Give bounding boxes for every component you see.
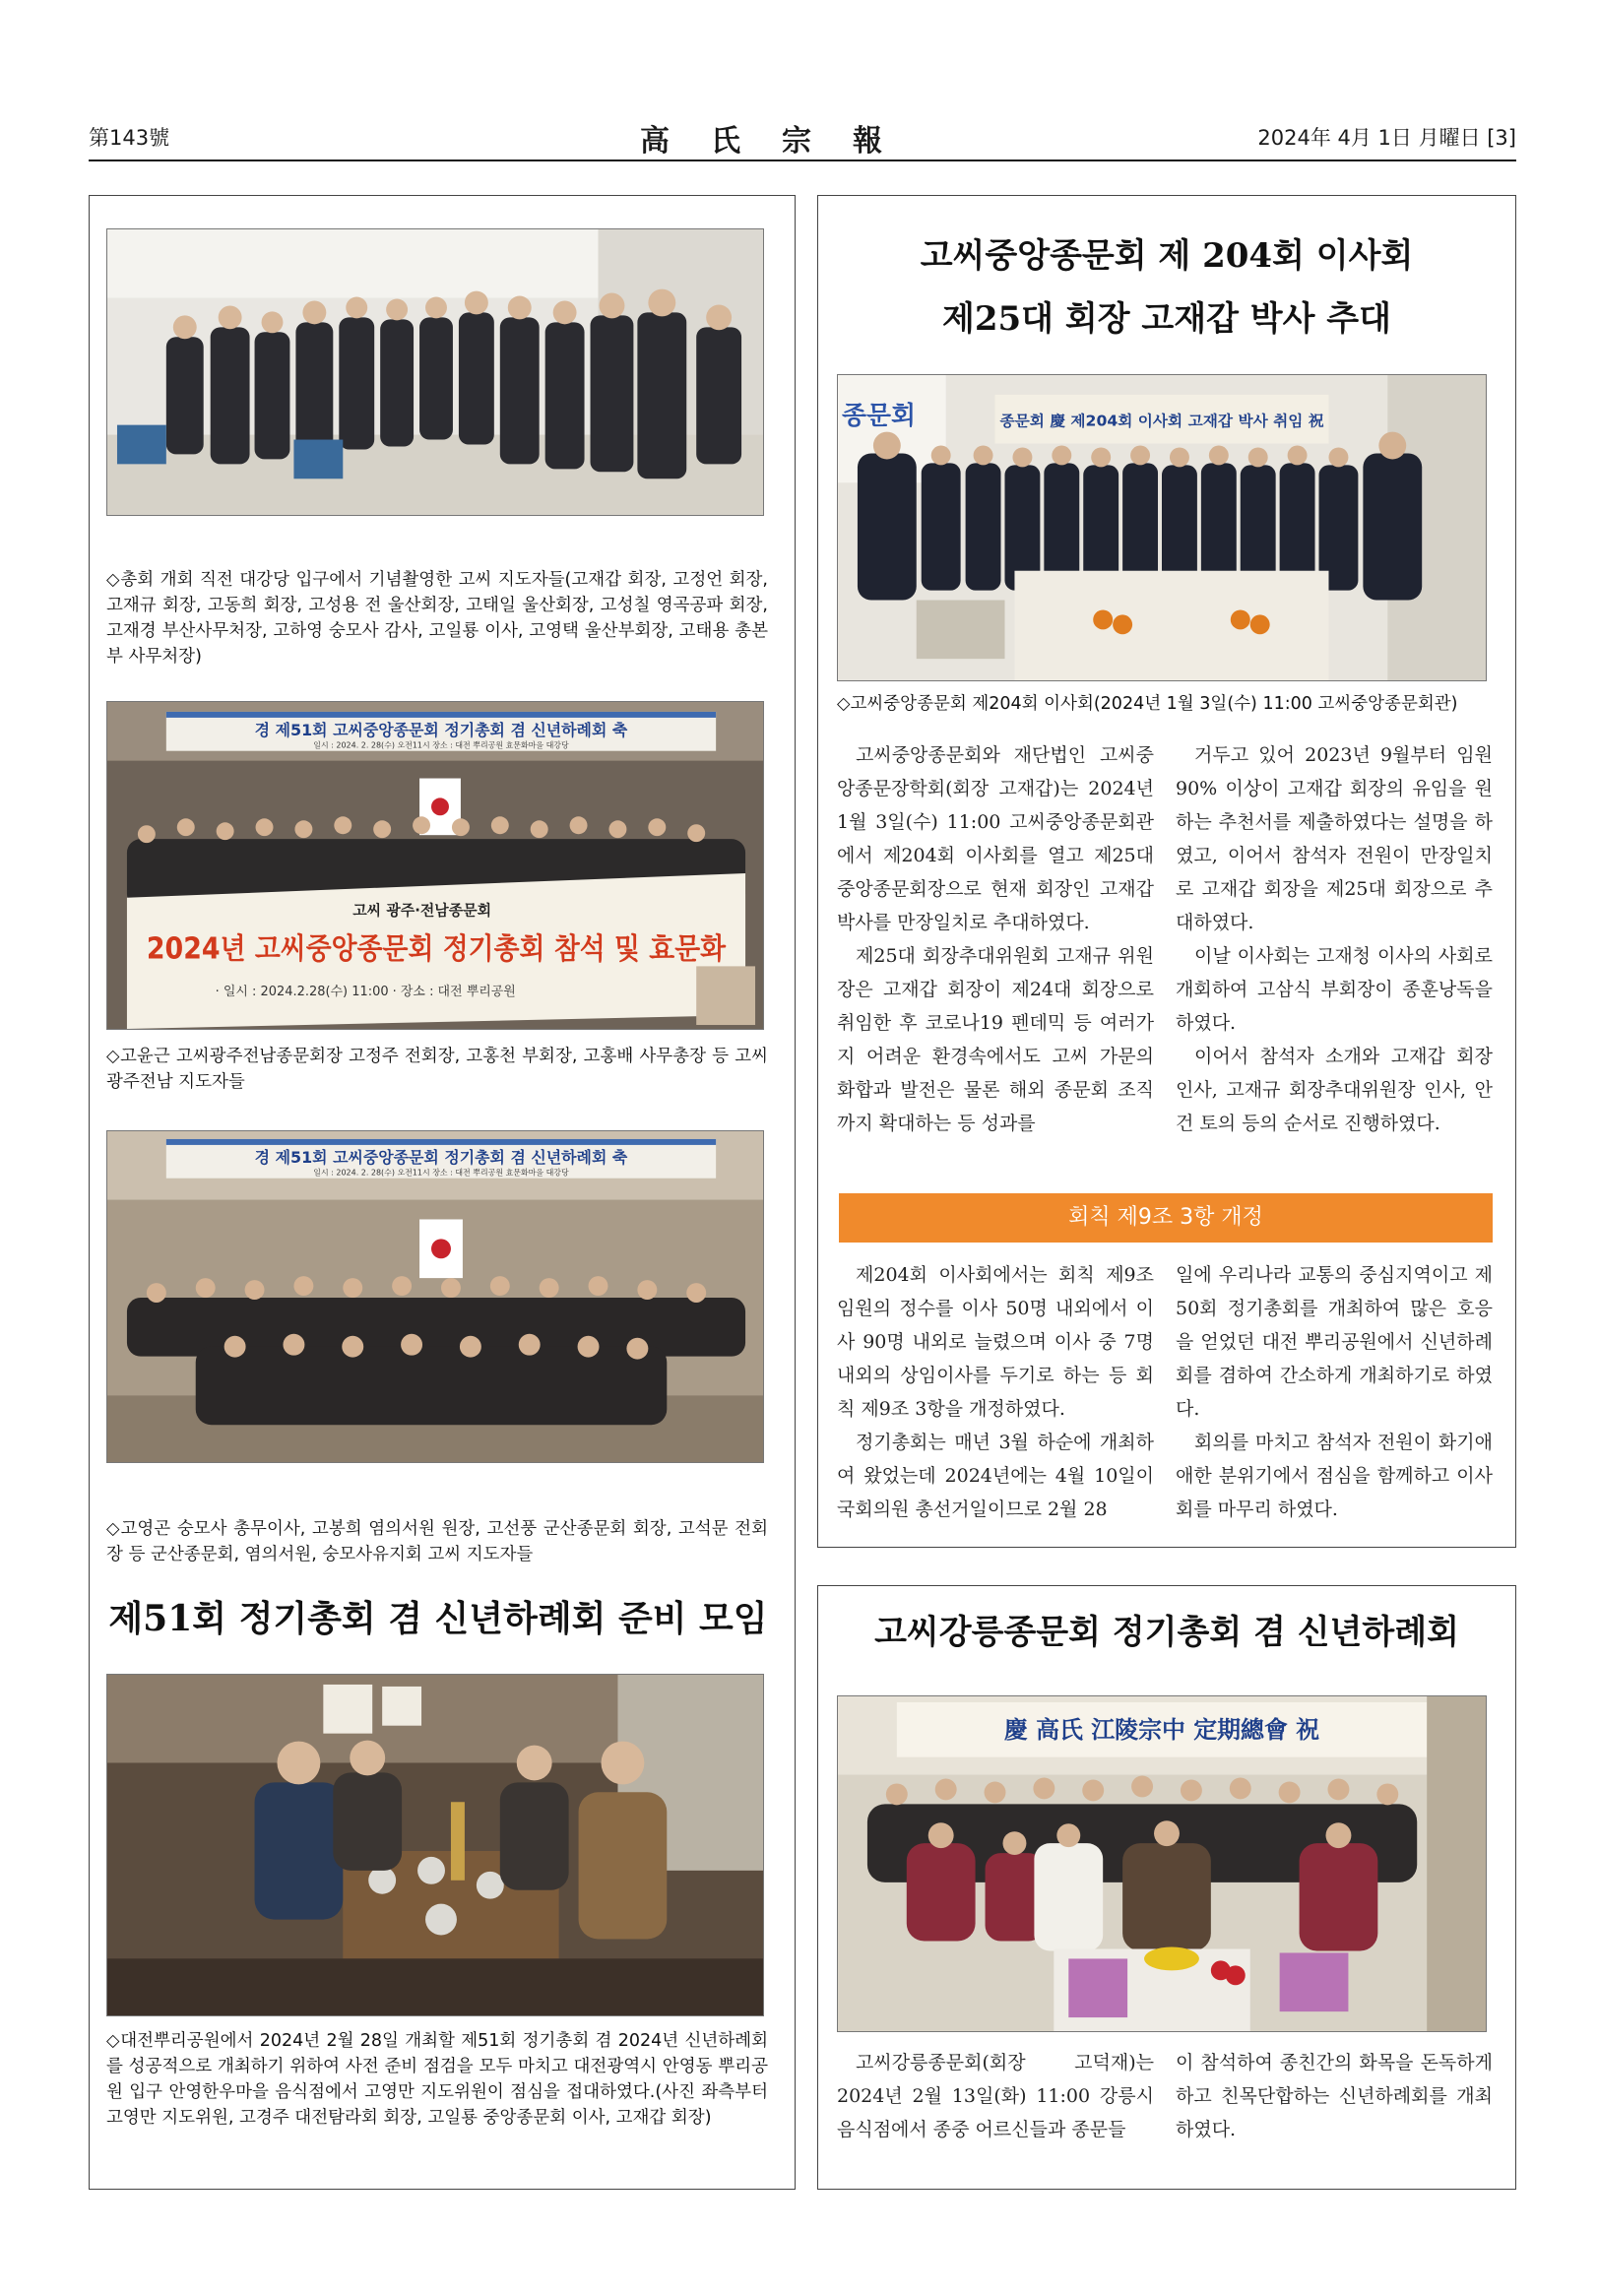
issue-number: 第143號	[89, 126, 170, 150]
article-headline: 고씨중앙종문회 제 204회 이사회 제25대 회장 고재갑 박사 추대	[920, 236, 1414, 339]
article-headline: 제51회 정기총회 겸 신년하례회 준비 모임	[108, 1598, 768, 1639]
banner-main-text: 2024년 고씨중앙종문회 정기총회 참석 및 효문화	[146, 931, 728, 967]
board-meeting-photo	[837, 374, 1487, 681]
photo-caption: ◇고씨중앙종문회 제204회 이사회(2024년 1월 3일(수) 11:00 고씨중앙종문회관)	[837, 694, 1458, 714]
banner-text: 慶 高氏 江陵宗中 定期總會 祝	[1003, 1715, 1320, 1744]
photo-caption: ◇고윤근 고씨광주전남종문회장 고정주 전회장, 고홍천 부회장, 고홍배 사무총장 등 고씨 광주전남 지도자들	[106, 1047, 768, 1092]
svg-text:일시 : 2024. 2. 28(수) 오전11시: 일시 : 2024. 2. 28(수) 오전11시 장소 : 대전 뿌리공원 효문화마을 대강당	[313, 1168, 569, 1178]
restaurant-photo	[106, 1674, 764, 2016]
header-rule	[89, 159, 1516, 161]
paper-name: 高氏宗報	[640, 124, 924, 159]
group-photo-lobby	[106, 228, 764, 516]
banner-text: 경 제51회 고씨중앙종문회 정기총회 겸 신년하례회 축	[254, 720, 628, 739]
svg-text:종문회: 종문회	[841, 401, 917, 431]
issue-date: 2024年 4月 1日 月曜日 [3]	[1257, 126, 1516, 150]
svg-text:일시 : 2024. 2. 28(수) 오전11시: 일시 : 2024. 2. 28(수) 오전11시 장소 : 대전 뿌리공원 효문화마을 대강당	[313, 740, 569, 750]
photo-caption: ◇대전뿌리공원에서 2024년 2월 28일 개최할 제51회 정기총회 겸 2024년 신년하례회를 성공적으로 개최하기 위하여 사전 준비 점검을 모두 마치고 대전광역시 안영동 뿌리공원 입구 안영한우마을 음식점에서 고영만 지도위원이 점심을 접대하였다.(사진 좌측부터 고영만 지도위원, 고경주 대전탐라회 회장, 고일룡 중앙종문회 이사, 고재갑 회장)	[106, 2031, 768, 2128]
article-column-4: 일에 우리나라 교통의 중심지역이고 제50회 정기총회를 개최하여 많은 호응을 얻었던 대전 뿌리공원에서 신년하례회를 겸하여 간소하게 개최하기로 하였다. 회의를 마치고 참석자 전원이 화기애애한 분위기에서 점심을 함께하고 이사회를 마무리 하였다.	[1176, 1264, 1493, 1520]
group-photo-gunsan	[106, 1130, 764, 1463]
article-column-1: 고씨강릉종문회(회장 고덕재)는 2024년 2월 13일(화) 11:00 강릉시 음식점에서 종중 어르신들과 종문들	[837, 2052, 1154, 2140]
article-column-1: 고씨중앙종문회와 재단법인 고씨중앙종문장학회(회장 고재갑)는 2024년 1월 3일(수) 11:00 고씨중앙종문회관에서 제204회 이사회를 열고 제25대 중앙종문회장으로 현재 회장인 고재갑 박사를 만장일치로 추대하였다. 제25대 회장추대위원회 고재규 위원장은 고재갑 회장이 제24대 회장으로 취임한 후 코로나19 펜데믹 등 여러가지 어려운 환경속에서도 고씨 가문의 화합과 발전은 물론 해외 종문회 조직까지 확대하는 등 성과를	[837, 744, 1154, 1134]
photo-caption: ◇총회 개회 직전 대강당 입구에서 기념촬영한 고씨 지도자들(고재갑 회장, 고정언 회장, 고재규 회장, 고동희 회장, 고성용 전 울산회장, 고태일 울산회장, 고성칠 영곡공파 회장, 고재경 부산사무처장, 고하영 숭모사 감사, 고일룡 이사, 고영택 울산부회장, 고태용 총본부 사무처장)	[106, 570, 768, 667]
svg-text:고씨 광주·전남종문회: 고씨 광주·전남종문회	[352, 901, 492, 920]
group-photo-gwangju	[106, 701, 764, 1030]
masthead	[89, 116, 1516, 159]
banner-text: 경 제51회 고씨중앙종문회 정기총회 겸 신년하례회 축	[254, 1147, 628, 1167]
svg-text:· 일시 : 2024.2.28(수) 11:00: · 일시 : 2024.2.28(수) 11:00 · 장소 : 대전 뿌리공원	[215, 985, 516, 1000]
article-headline: 고씨강릉종문회 정기총회 겸 신년하례회	[874, 1613, 1459, 1652]
article-column-2: 이 참석하여 종친간의 화목을 돈독하게 하고 친목단합하는 신년하례회를 개최하였다.	[1176, 2052, 1493, 2140]
banner-text: 종문회 慶 제204회 이사회 고재갑 박사 취임 祝	[998, 412, 1324, 430]
section-heading-bar: 회칙 제9조 3항 개정	[839, 1193, 1493, 1243]
photo-caption: ◇고영곤 숭모사 총무이사, 고봉희 염의서원 원장, 고선풍 군산종문회 회장, 고석문 전회장 등 군산종문회, 염의서원, 숭모사유지회 고씨 지도자들	[106, 1519, 768, 1564]
gangneung-group-photo	[837, 1695, 1487, 2032]
article-column-3: 제204회 이사회에서는 회칙 제9조 임원의 정수를 이사 50명 내외에서 이사 90명 내외로 늘렸으며 이사 중 7명 내외의 상임이사를 두기로 하는 등 회칙 제9조 3항을 개정하였다. 정기총회는 매년 3월 하순에 개최하여 왔었는데 2024년에는 4월 10일이 국회의원 총선거일이므로 2월 28	[837, 1264, 1154, 1520]
article-column-2: 거두고 있어 2023년 9월부터 임원 90% 이상이 고재갑 회장의 유임을 원하는 추천서를 제출하였다는 설명을 하였고, 이어서 참석자 전원이 만장일치로 고재갑 회장을 제25대 회장으로 추대하였다. 이날 이사회는 고재청 이사의 사회로 개회하여 고삼식 부회장이 종훈낭독을 하였다. 이어서 참석자 소개와 고재갑 회장 인사, 고재규 회장추대위원장 인사, 안건 토의 등의 순서로 진행하였다.	[1176, 744, 1493, 1134]
